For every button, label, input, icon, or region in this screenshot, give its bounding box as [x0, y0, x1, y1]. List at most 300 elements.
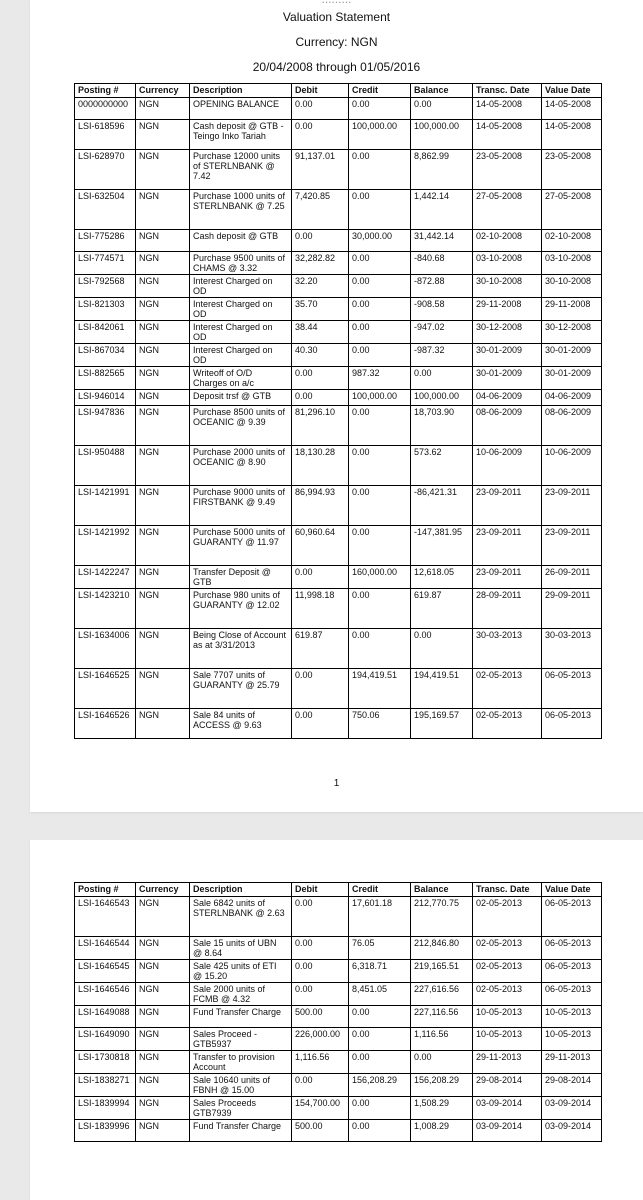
- balance-cell: 100,000.00: [411, 390, 473, 406]
- transaction-date-cell: 30-12-2008: [473, 321, 542, 344]
- col-header-transc-date: Transc. Date: [473, 883, 542, 897]
- debit-cell: 38.44: [292, 321, 349, 344]
- balance-cell: 31,442.14: [411, 230, 473, 252]
- debit-cell: 0.00: [292, 1074, 349, 1097]
- balance-cell: 227,616.56: [411, 983, 473, 1006]
- debit-cell: 91,137.01: [292, 150, 349, 190]
- value-date-cell: 29-09-2011: [542, 589, 602, 629]
- value-date-cell: 23-09-2011: [542, 526, 602, 566]
- posting-number-cell: LSI-1730818: [75, 1051, 136, 1074]
- credit-cell: 160,000.00: [349, 566, 411, 589]
- currency-cell: NGN: [136, 321, 190, 344]
- credit-cell: 76.05: [349, 937, 411, 960]
- description-cell: Sale 84 units of ACCESS @ 9.63: [190, 709, 292, 739]
- balance-cell: 12,618.05: [411, 566, 473, 589]
- posting-number-cell: LSI-1646546: [75, 983, 136, 1006]
- description-cell: OPENING BALANCE: [190, 98, 292, 120]
- transaction-date-cell: 10-05-2013: [473, 1006, 542, 1028]
- description-cell: Cash deposit @ GTB - Teingo Inko Tariah: [190, 120, 292, 150]
- posting-number-cell: LSI-1646544: [75, 937, 136, 960]
- transaction-date-cell: 14-05-2008: [473, 120, 542, 150]
- credit-cell: 194,419.51: [349, 669, 411, 709]
- credit-cell: 0.00: [349, 252, 411, 275]
- description-cell: Purchase 12000 units of STERLNBANK @ 7.42: [190, 150, 292, 190]
- description-cell: Purchase 9000 units of FIRSTBANK @ 9.49: [190, 486, 292, 526]
- balance-cell: 194,419.51: [411, 669, 473, 709]
- value-date-cell: 14-05-2008: [542, 120, 602, 150]
- credit-cell: 0.00: [349, 1006, 411, 1028]
- value-date-cell: 06-05-2013: [542, 937, 602, 960]
- currency-cell: NGN: [136, 937, 190, 960]
- value-date-cell: 06-05-2013: [542, 709, 602, 739]
- currency-cell: NGN: [136, 1074, 190, 1097]
- value-date-cell: 06-05-2013: [542, 983, 602, 1006]
- description-cell: Transfer to provision Account: [190, 1051, 292, 1074]
- debit-cell: 226,000.00: [292, 1028, 349, 1051]
- balance-cell: 0.00: [411, 1051, 473, 1074]
- currency-cell: NGN: [136, 298, 190, 321]
- credit-cell: 0.00: [349, 486, 411, 526]
- balance-cell: 573.62: [411, 446, 473, 486]
- description-cell: Cash deposit @ GTB: [190, 230, 292, 252]
- credit-cell: 0.00: [349, 275, 411, 298]
- value-date-cell: 10-06-2009: [542, 446, 602, 486]
- debit-cell: 154,700.00: [292, 1097, 349, 1120]
- currency-cell: NGN: [136, 150, 190, 190]
- page-number: 1: [333, 778, 340, 789]
- debit-cell: 500.00: [292, 1006, 349, 1028]
- transaction-date-cell: 03-09-2014: [473, 1097, 542, 1120]
- table-row: [75, 1006, 602, 1028]
- description-cell: Interest Charged on OD: [190, 298, 292, 321]
- description-cell: Purchase 9500 units of CHAMS @ 3.32: [190, 252, 292, 275]
- currency-cell: NGN: [136, 486, 190, 526]
- col-header-debit: Debit: [292, 883, 349, 897]
- statement-currency: Currency: NGN: [295, 35, 378, 49]
- debit-cell: 0.00: [292, 367, 349, 390]
- balance-cell: -872.88: [411, 275, 473, 298]
- balance-cell: -147,381.95: [411, 526, 473, 566]
- description-cell: Deposit trsf @ GTB: [190, 390, 292, 406]
- value-date-cell: 06-05-2013: [542, 669, 602, 709]
- posting-number-cell: LSI-1839996: [75, 1120, 136, 1142]
- col-header-value-date: Value Date: [542, 883, 602, 897]
- posting-number-cell: LSI-628970: [75, 150, 136, 190]
- description-cell: Sales Proceed - GTB5937: [190, 1028, 292, 1051]
- currency-cell: NGN: [136, 275, 190, 298]
- posting-number-cell: LSI-1421991: [75, 486, 136, 526]
- transaction-date-cell: 28-09-2011: [473, 589, 542, 629]
- cut-off-header-text: [30, 0, 643, 6]
- balance-cell: -908.58: [411, 298, 473, 321]
- description-cell: Sale 6842 units of STERLNBANK @ 2.63: [190, 897, 292, 937]
- currency-cell: NGN: [136, 390, 190, 406]
- table-row: [75, 390, 602, 406]
- description-cell: Sale 15 units of UBN @ 8.64: [190, 937, 292, 960]
- currency-cell: NGN: [136, 190, 190, 230]
- posting-number-cell: LSI-946014: [75, 390, 136, 406]
- credit-cell: 0.00: [349, 1028, 411, 1051]
- transaction-date-cell: 02-05-2013: [473, 983, 542, 1006]
- posting-number-cell: LSI-1646543: [75, 897, 136, 937]
- table-row: [75, 589, 602, 629]
- posting-number-cell: LSI-1422247: [75, 566, 136, 589]
- description-cell: Being Close of Account as at 3/31/2013: [190, 629, 292, 669]
- transaction-date-cell: 30-03-2013: [473, 629, 542, 669]
- table-row: [75, 486, 602, 526]
- table-row: [75, 960, 602, 983]
- currency-cell: NGN: [136, 1051, 190, 1074]
- credit-cell: 100,000.00: [349, 120, 411, 150]
- balance-cell: 18,703.90: [411, 406, 473, 446]
- debit-cell: 11,998.18: [292, 589, 349, 629]
- posting-number-cell: LSI-882565: [75, 367, 136, 390]
- table-row: [75, 446, 602, 486]
- description-cell: Transfer Deposit @ GTB: [190, 566, 292, 589]
- credit-cell: 0.00: [349, 150, 411, 190]
- debit-cell: 0.00: [292, 390, 349, 406]
- value-date-cell: 30-12-2008: [542, 321, 602, 344]
- currency-cell: NGN: [136, 446, 190, 486]
- table-row: [75, 669, 602, 709]
- transaction-date-cell: 29-11-2008: [473, 298, 542, 321]
- value-date-cell: 29-11-2013: [542, 1051, 602, 1074]
- value-date-cell: 30-01-2009: [542, 367, 602, 390]
- transaction-date-cell: 23-09-2011: [473, 526, 542, 566]
- currency-cell: NGN: [136, 1120, 190, 1142]
- credit-cell: 0.00: [349, 629, 411, 669]
- debit-cell: 35.70: [292, 298, 349, 321]
- transaction-date-cell: 23-09-2011: [473, 486, 542, 526]
- credit-cell: 0.00: [349, 406, 411, 446]
- credit-cell: 987.32: [349, 367, 411, 390]
- table-row: [75, 526, 602, 566]
- currency-cell: NGN: [136, 252, 190, 275]
- currency-cell: NGN: [136, 230, 190, 252]
- description-cell: Interest Charged on OD: [190, 344, 292, 367]
- value-date-cell: 29-11-2008: [542, 298, 602, 321]
- debit-cell: 1,116.56: [292, 1051, 349, 1074]
- credit-cell: 0.00: [349, 98, 411, 120]
- currency-cell: NGN: [136, 367, 190, 390]
- debit-cell: 32.20: [292, 275, 349, 298]
- balance-cell: 1,508.29: [411, 1097, 473, 1120]
- transaction-date-cell: 10-06-2009: [473, 446, 542, 486]
- debit-cell: 81,296.10: [292, 406, 349, 446]
- value-date-cell: 23-09-2011: [542, 486, 602, 526]
- value-date-cell: 02-10-2008: [542, 230, 602, 252]
- balance-cell: 100,000.00: [411, 120, 473, 150]
- col-header-description: Description: [190, 883, 292, 897]
- col-header-posting: Posting #: [75, 883, 136, 897]
- table-row: [75, 344, 602, 367]
- description-cell: Purchase 2000 units of OCEANIC @ 8.90: [190, 446, 292, 486]
- table-row: [75, 406, 602, 446]
- debit-cell: 0.00: [292, 230, 349, 252]
- table-row: [75, 629, 602, 669]
- credit-cell: 0.00: [349, 526, 411, 566]
- credit-cell: 6,318.71: [349, 960, 411, 983]
- description-cell: Fund Transfer Charge: [190, 1006, 292, 1028]
- col-header-description: Description: [190, 84, 292, 98]
- transaction-date-cell: 14-05-2008: [473, 98, 542, 120]
- posting-number-cell: LSI-1646545: [75, 960, 136, 983]
- credit-cell: 0.00: [349, 1051, 411, 1074]
- balance-cell: -947.02: [411, 321, 473, 344]
- posting-number-cell: LSI-1646525: [75, 669, 136, 709]
- credit-cell: 30,000.00: [349, 230, 411, 252]
- transaction-date-cell: 02-05-2013: [473, 937, 542, 960]
- value-date-cell: 06-05-2013: [542, 897, 602, 937]
- currency-cell: NGN: [136, 589, 190, 629]
- posting-number-cell: LSI-1421992: [75, 526, 136, 566]
- transactions-table-page-2: [74, 882, 602, 1142]
- transaction-date-cell: 02-05-2013: [473, 669, 542, 709]
- balance-cell: 1,116.56: [411, 1028, 473, 1051]
- debit-cell: 619.87: [292, 629, 349, 669]
- balance-cell: 0.00: [411, 629, 473, 669]
- table-row: [75, 321, 602, 344]
- table-row: [75, 230, 602, 252]
- col-header-credit: Credit: [349, 883, 411, 897]
- posting-number-cell: LSI-1839994: [75, 1097, 136, 1120]
- posting-number-cell: LSI-947836: [75, 406, 136, 446]
- debit-cell: 0.00: [292, 120, 349, 150]
- credit-cell: 0.00: [349, 298, 411, 321]
- currency-cell: NGN: [136, 1028, 190, 1051]
- debit-cell: 32,282.82: [292, 252, 349, 275]
- posting-number-cell: LSI-774571: [75, 252, 136, 275]
- currency-cell: NGN: [136, 629, 190, 669]
- description-cell: Sales Proceeds GTB7939: [190, 1097, 292, 1120]
- balance-cell: 219,165.51: [411, 960, 473, 983]
- debit-cell: 0.00: [292, 983, 349, 1006]
- credit-cell: 750.06: [349, 709, 411, 739]
- posting-number-cell: LSI-1646526: [75, 709, 136, 739]
- currency-cell: NGN: [136, 566, 190, 589]
- transaction-date-cell: 30-01-2009: [473, 344, 542, 367]
- table-row: [75, 1074, 602, 1097]
- table-row: [75, 1028, 602, 1051]
- credit-cell: 156,208.29: [349, 1074, 411, 1097]
- transaction-date-cell: 03-09-2014: [473, 1120, 542, 1142]
- value-date-cell: 04-06-2009: [542, 390, 602, 406]
- posting-number-cell: LSI-867034: [75, 344, 136, 367]
- value-date-cell: 27-05-2008: [542, 190, 602, 230]
- transaction-date-cell: 30-10-2008: [473, 275, 542, 298]
- transaction-date-cell: 02-05-2013: [473, 709, 542, 739]
- transaction-date-cell: 02-05-2013: [473, 897, 542, 937]
- col-header-value-date: Value Date: [542, 84, 602, 98]
- posting-number-cell: LSI-821303: [75, 298, 136, 321]
- table-row: [75, 252, 602, 275]
- value-date-cell: 03-10-2008: [542, 252, 602, 275]
- transaction-date-cell: 04-06-2009: [473, 390, 542, 406]
- table-row: [75, 150, 602, 190]
- balance-cell: 212,846.80: [411, 937, 473, 960]
- transaction-date-cell: 02-05-2013: [473, 960, 542, 983]
- balance-cell: 1,442.14: [411, 190, 473, 230]
- transaction-date-cell: 27-05-2008: [473, 190, 542, 230]
- balance-cell: 212,770.75: [411, 897, 473, 937]
- balance-cell: 227,116.56: [411, 1006, 473, 1028]
- value-date-cell: 08-06-2009: [542, 406, 602, 446]
- value-date-cell: 26-09-2011: [542, 566, 602, 589]
- debit-cell: 0.00: [292, 669, 349, 709]
- debit-cell: 86,994.93: [292, 486, 349, 526]
- transaction-date-cell: 23-05-2008: [473, 150, 542, 190]
- transaction-date-cell: 29-11-2013: [473, 1051, 542, 1074]
- value-date-cell: 23-05-2008: [542, 150, 602, 190]
- balance-cell: 0.00: [411, 98, 473, 120]
- value-date-cell: 30-01-2009: [542, 344, 602, 367]
- table-row: [75, 1097, 602, 1120]
- table-row: [75, 566, 602, 589]
- credit-cell: 0.00: [349, 1120, 411, 1142]
- value-date-cell: 10-05-2013: [542, 1006, 602, 1028]
- description-cell: Fund Transfer Charge: [190, 1120, 292, 1142]
- debit-cell: 0.00: [292, 937, 349, 960]
- table-header-row: [75, 84, 602, 98]
- description-cell: Purchase 1000 units of STERLNBANK @ 7.25: [190, 190, 292, 230]
- debit-cell: 0.00: [292, 897, 349, 937]
- debit-cell: 18,130.28: [292, 446, 349, 486]
- table-row: [75, 190, 602, 230]
- currency-cell: NGN: [136, 406, 190, 446]
- col-header-currency: Currency: [136, 84, 190, 98]
- posting-number-cell: 0000000000: [75, 98, 136, 120]
- debit-cell: 500.00: [292, 1120, 349, 1142]
- description-cell: Purchase 8500 units of OCEANIC @ 9.39: [190, 406, 292, 446]
- value-date-cell: 10-05-2013: [542, 1028, 602, 1051]
- description-cell: Sale 2000 units of FCMB @ 4.32: [190, 983, 292, 1006]
- currency-cell: NGN: [136, 960, 190, 983]
- table-row: [75, 897, 602, 937]
- credit-cell: 100,000.00: [349, 390, 411, 406]
- balance-cell: -86,421.31: [411, 486, 473, 526]
- table-row: [75, 937, 602, 960]
- description-cell: Sale 425 units of ETI @ 15.20: [190, 960, 292, 983]
- posting-number-cell: LSI-632504: [75, 190, 136, 230]
- currency-cell: NGN: [136, 344, 190, 367]
- transactions-table-page-1: [74, 83, 602, 739]
- table-row: [75, 983, 602, 1006]
- posting-number-cell: LSI-1649088: [75, 1006, 136, 1028]
- currency-cell: NGN: [136, 98, 190, 120]
- description-cell: Sale 7707 units of GUARANTY @ 25.79: [190, 669, 292, 709]
- transaction-date-cell: 23-09-2011: [473, 566, 542, 589]
- balance-cell: 195,169.57: [411, 709, 473, 739]
- debit-cell: 60,960.64: [292, 526, 349, 566]
- credit-cell: 17,601.18: [349, 897, 411, 937]
- credit-cell: 0.00: [349, 190, 411, 230]
- transaction-date-cell: 02-10-2008: [473, 230, 542, 252]
- currency-cell: NGN: [136, 1097, 190, 1120]
- transaction-date-cell: 10-05-2013: [473, 1028, 542, 1051]
- table-row: [75, 709, 602, 739]
- posting-number-cell: LSI-775286: [75, 230, 136, 252]
- posting-number-cell: LSI-1649090: [75, 1028, 136, 1051]
- transaction-date-cell: 03-10-2008: [473, 252, 542, 275]
- balance-cell: -840.68: [411, 252, 473, 275]
- statement-period: 20/04/2008 through 01/05/2016: [252, 60, 421, 74]
- posting-number-cell: LSI-842061: [75, 321, 136, 344]
- debit-cell: 0.00: [292, 98, 349, 120]
- table-row: [75, 98, 602, 120]
- currency-cell: NGN: [136, 526, 190, 566]
- currency-cell: NGN: [136, 709, 190, 739]
- value-date-cell: 29-08-2014: [542, 1074, 602, 1097]
- debit-cell: 0.00: [292, 960, 349, 983]
- col-header-currency: Currency: [136, 883, 190, 897]
- description-cell: Sale 10640 units of FBNH @ 15.00: [190, 1074, 292, 1097]
- posting-number-cell: LSI-1423210: [75, 589, 136, 629]
- table-row: [75, 298, 602, 321]
- credit-cell: 0.00: [349, 344, 411, 367]
- posting-number-cell: LSI-1634006: [75, 629, 136, 669]
- currency-cell: NGN: [136, 983, 190, 1006]
- currency-cell: NGN: [136, 1006, 190, 1028]
- credit-cell: 8,451.05: [349, 983, 411, 1006]
- balance-cell: 8,862.99: [411, 150, 473, 190]
- col-header-credit: Credit: [349, 84, 411, 98]
- credit-cell: 0.00: [349, 589, 411, 629]
- value-date-cell: 06-05-2013: [542, 960, 602, 983]
- table-row: [75, 120, 602, 150]
- debit-cell: 0.00: [292, 709, 349, 739]
- currency-cell: NGN: [136, 897, 190, 937]
- value-date-cell: 03-09-2014: [542, 1120, 602, 1142]
- col-header-debit: Debit: [292, 84, 349, 98]
- value-date-cell: 03-09-2014: [542, 1097, 602, 1120]
- transaction-date-cell: 30-01-2009: [473, 367, 542, 390]
- description-cell: Interest Charged on OD: [190, 275, 292, 298]
- value-date-cell: 30-10-2008: [542, 275, 602, 298]
- statement-title: Valuation Statement: [282, 10, 391, 24]
- col-header-balance: Balance: [411, 883, 473, 897]
- description-cell: Purchase 980 units of GUARANTY @ 12.02: [190, 589, 292, 629]
- statement-page-2: [30, 840, 643, 1200]
- debit-cell: 40.30: [292, 344, 349, 367]
- posting-number-cell: LSI-950488: [75, 446, 136, 486]
- posting-number-cell: LSI-618596: [75, 120, 136, 150]
- posting-number-cell: LSI-792568: [75, 275, 136, 298]
- table-header-row: [75, 883, 602, 897]
- balance-cell: -987.32: [411, 344, 473, 367]
- table-row: [75, 367, 602, 390]
- table-row: [75, 1051, 602, 1074]
- credit-cell: 0.00: [349, 1097, 411, 1120]
- balance-cell: 0.00: [411, 367, 473, 390]
- credit-cell: 0.00: [349, 321, 411, 344]
- col-header-posting: Posting #: [75, 84, 136, 98]
- statement-page-1: [30, 0, 643, 812]
- value-date-cell: 30-03-2013: [542, 629, 602, 669]
- table-row: [75, 1120, 602, 1142]
- description-cell: Interest Charged on OD: [190, 321, 292, 344]
- transaction-date-cell: 08-06-2009: [473, 406, 542, 446]
- table-row: [75, 275, 602, 298]
- debit-cell: 0.00: [292, 566, 349, 589]
- credit-cell: 0.00: [349, 446, 411, 486]
- description-cell: Purchase 5000 units of GUARANTY @ 11.97: [190, 526, 292, 566]
- balance-cell: 1,008.29: [411, 1120, 473, 1142]
- balance-cell: 156,208.29: [411, 1074, 473, 1097]
- value-date-cell: 14-05-2008: [542, 98, 602, 120]
- balance-cell: 619.87: [411, 589, 473, 629]
- col-header-balance: Balance: [411, 84, 473, 98]
- posting-number-cell: LSI-1838271: [75, 1074, 136, 1097]
